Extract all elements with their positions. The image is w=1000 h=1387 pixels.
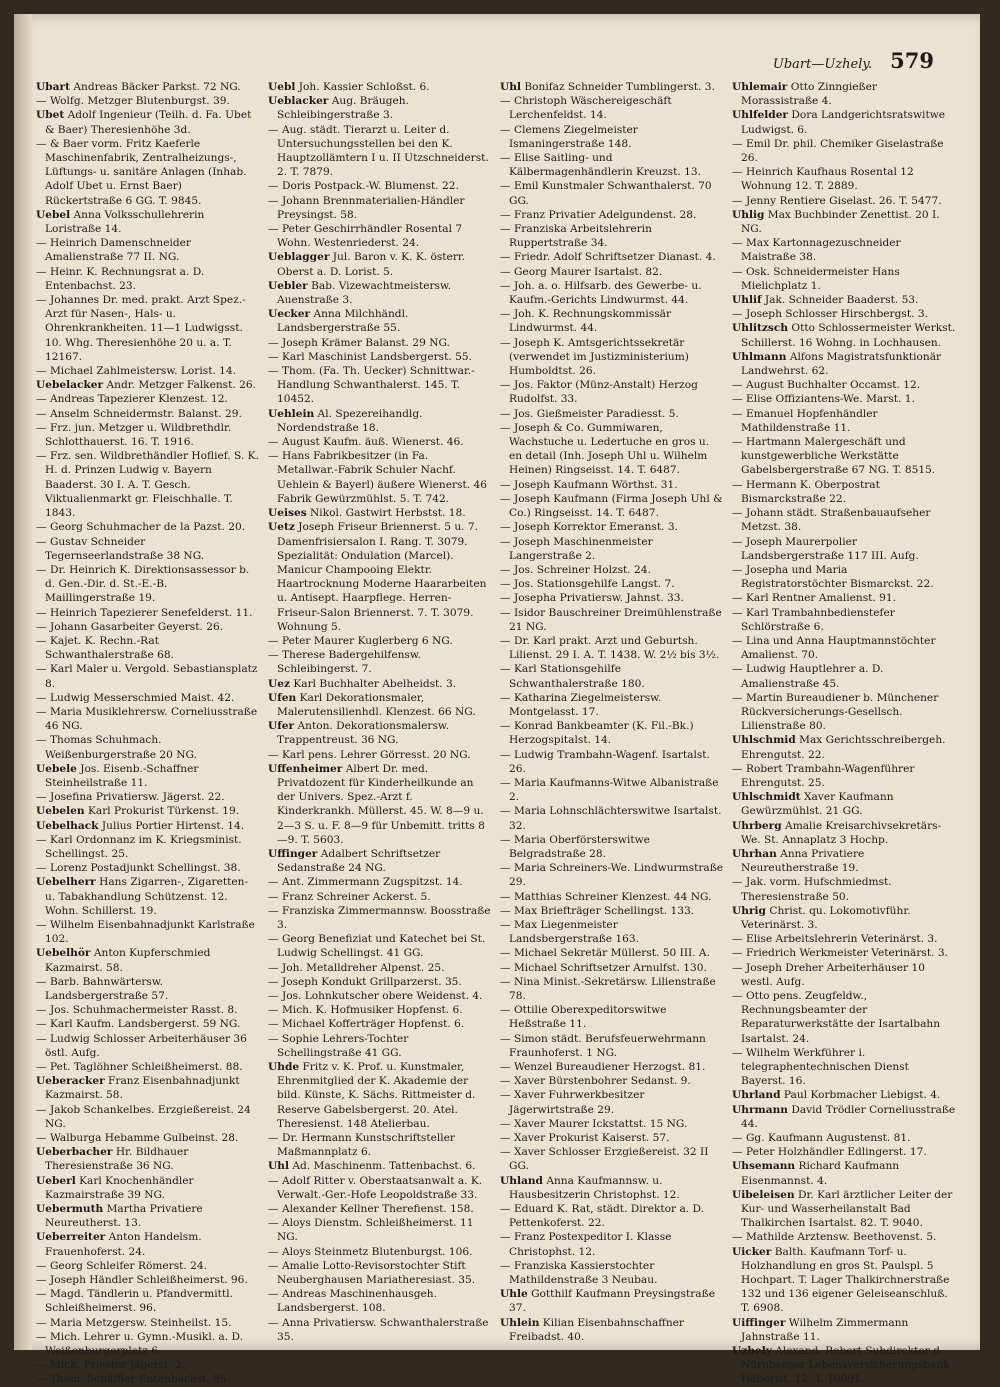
- directory-entry: Ueblacker Aug. Bräugeh. Schleibingerstraße 3.: [268, 95, 409, 122]
- directory-entry: — Peter Holzhändler Edlingerst. 17.: [732, 1146, 927, 1159]
- directory-entry: Ubart Andreas Bäcker Parkst. 72 NG.: [36, 81, 241, 93]
- directory-entry: — Michael Kofferträger Hopfenst. 6.: [268, 1018, 465, 1031]
- directory-entry: Ueises Nikol. Gastwirt Herbstst. 18.: [268, 507, 466, 520]
- directory-entry: — Mich. Lehrer u. Gymn.-Musikl. a. D. Weißenburgerplatz 6.: [36, 1330, 243, 1358]
- directory-entry: — Michael Zahlmeistersw. Lorist. 14.: [36, 365, 237, 378]
- directory-entry: — Simon städt. Berufsfeuerwehrmann Fraunhoferst. 1 NG.: [500, 1032, 706, 1059]
- directory-entry: — Josepha Privatiersw. Jahnst. 33.: [500, 592, 684, 605]
- directory-entry: — Joseph Kaufmann (Firma Joseph Uhl & Co.) Ringseisst. 14. T. 6487.: [500, 492, 723, 520]
- directory-entry: — Aloys Dienstm. Schleißheimerst. 11 NG.: [268, 1217, 474, 1244]
- directory-entry: — Frz. sen. Wildbrethändler Hoflief. S. K. H. d. Prinzen Ludwig v. Bayern Baaderst. 30 I. A. T. Gesch. Viktualienmarkt gr. Fleischhalle. T. 1843.: [36, 450, 259, 520]
- directory-entry: Uhde Fritz v. K. Prof. u. Kunstmaler, Ehrenmitglied der K. Akademie der bild. Künste, K. Sächs. Rittmeister d. Reserve Gabelsbergerst. 20. Atel. Theresienst. 148 Atelierbau.: [268, 1061, 476, 1130]
- directory-entry: — Andreas Maschinenhausgeh. Landsbergerst. 108.: [268, 1288, 437, 1315]
- directory-entry: Ufen Karl Dekorationsmaler, Malerutensilienhdl. Klenzest. 66 NG.: [268, 691, 476, 718]
- directory-entry: — Johann Brennmaterialien-Händler Preysingst. 58.: [268, 194, 465, 221]
- column-3: [500, 80, 724, 1343]
- directory-entry: — Franziska Arbeitslehrerin Ruppertstraße 34.: [500, 223, 652, 250]
- directory-entry: Uiffinger Wilhelm Zimmermann Jahnstraße 11.: [732, 1316, 909, 1343]
- directory-entry: — Sophie Lehrers-Tochter Schellingstraße 41 GG.: [268, 1032, 409, 1059]
- directory-entry: — Thom. Schäffler Entenbachst. 95.: [36, 1373, 230, 1386]
- directory-entry: — Joseph Kondukt Grillparzerst. 35.: [268, 975, 462, 988]
- directory-entry: Uhlif Jak. Schneider Baaderst. 53.: [732, 294, 919, 307]
- directory-entry: — Mich. K. Hofmusiker Hopfenst. 6.: [268, 1004, 463, 1017]
- directory-entry: — Barb. Bahnwärtersw. Landsbergerstraße 57.: [36, 975, 169, 1002]
- directory-entry: — Joh. K. Rechnungskommissär Lindwurmst. 44.: [500, 308, 672, 335]
- directory-entry: — Gustav Schneider Tegernseerlandstraße 38 NG.: [36, 535, 205, 562]
- directory-entry: — Franziska Kassierstochter Mathildenstraße 3 Neubau.: [500, 1259, 658, 1287]
- directory-entry: — Jos. Schuhmachermeister Rasst. 8.: [36, 1004, 238, 1017]
- directory-entry: — Karl Stationsgehilfe Schwanthalerstraße 180.: [500, 663, 645, 690]
- directory-entry: — Joseph Maschinenmeister Langerstraße 2.: [500, 535, 653, 562]
- directory-entry: — Magd. Tändlerin u. Pfandvermittl. Schleißheimerst. 96.: [36, 1288, 233, 1315]
- directory-entry: — Doris Postpack.-W. Blumenst. 22.: [268, 180, 459, 193]
- directory-entry: Ueblagger Jul. Baron v. K. K. österr. Oberst a. D. Lorist. 5.: [268, 251, 466, 278]
- directory-entry: Uhland Anna Kaufmannsw. u. Hausbesitzerin Christophst. 12.: [500, 1174, 680, 1201]
- directory-entry: Uibeleisen Dr. Karl ärztlicher Leiter der Kur- und Wasserheilanstalt Bad Thalkirchen Isartalst. 82. T. 9040.: [732, 1188, 953, 1230]
- directory-entry: — Ludwig Hauptlehrer a. D. Amalienstraße 45.: [732, 663, 884, 690]
- directory-entry: — Joseph Korrektor Emeranst. 3.: [500, 521, 678, 534]
- directory-entry: — Joseph Schlosser Hirschbergst. 3.: [732, 308, 928, 321]
- directory-entry: — Alexander Kellner Therefienst. 158.: [268, 1203, 474, 1216]
- directory-entry: — Jakob Schankelbes. Erzgießereist. 24 NG.: [36, 1103, 251, 1130]
- directory-entry: Uebelhack Julius Portier Hirtenst. 14.: [36, 819, 245, 832]
- directory-entry: — Wilhelm Eisenbahnadjunkt Karlstraße 102.: [36, 918, 255, 946]
- directory-entry: Uhl Bonifaz Schneider Tumblingerst. 3.: [500, 81, 715, 93]
- directory-entry: — Heinrich Tapezierer Senefelderst. 11.: [36, 606, 253, 619]
- directory-entry: — Hermann K. Oberpostrat Bismarckstraße 22.: [732, 478, 880, 505]
- directory-entry: — Ant. Zimmermann Zugspitzst. 14.: [268, 876, 463, 889]
- directory-entry: — Dr. Karl prakt. Arzt und Geburtsh. Lilienst. 29 I. A. T. 1438. W. 2½ bis 3½.: [500, 634, 720, 662]
- directory-entry: Uebelherr Hans Zigarren-, Zigaretten- u. Tabakhandlung Schützenst. 12. Wohn. Schillerst. 19.: [36, 876, 249, 917]
- directory-entry: Uebl Joh. Kassier Schloßst. 6.: [268, 81, 430, 93]
- directory-entry: Uhlschmid Max Gerichtsschreibergeh. Ehrengutst. 22.: [732, 734, 946, 761]
- directory-entry: — August Buchhalter Occamst. 12.: [732, 379, 921, 392]
- directory-entry: — Maria Schreiners-We. Lindwurmstraße 29.: [500, 862, 724, 889]
- directory-entry: — Xaver Prokurist Kaiserst. 57.: [500, 1132, 670, 1145]
- directory-entry: Uhlfelder Dora Landgerichtsratswitwe Ludwigst. 6.: [732, 109, 946, 136]
- directory-entry: Uhrhan Anna Privatiere Neureutherstraße 19.: [732, 847, 865, 875]
- directory-entry: Uhlmann Alfons Magistratsfunktionär Landwehrst. 62.: [732, 350, 942, 378]
- directory-page: [14, 14, 980, 1386]
- directory-entry: — Johann städt. Straßenbauaufseher Metzst. 38.: [732, 507, 931, 534]
- directory-entry: — Elise Saitling- und Kälbermagenhändlerin Kreuzst. 13.: [500, 152, 701, 179]
- directory-entry: — Karl Rentner Amalienst. 91.: [732, 592, 897, 605]
- directory-entry: — Nina Minist.-Sekretärsw. Lilienstraße 78.: [500, 975, 716, 1002]
- directory-entry: — Wolfg. Metzger Blutenburgst. 39.: [36, 95, 230, 108]
- directory-entry: — Katharina Ziegelmeistersw. Montgelasst. 17.: [500, 691, 662, 718]
- directory-entry: Ueberreiter Anton Handelsm. Frauenhoferst. 24.: [36, 1231, 202, 1258]
- directory-entry: — Thom. (Fa. Th. Uecker) Schnittwar.-Handlung Schwanthalerst. 145. T. 10452.: [268, 365, 475, 406]
- directory-entry: — Wenzel Bureaudiener Herzogst. 81.: [500, 1061, 706, 1074]
- directory-entry: — Georg Maurer Isartalst. 82.: [500, 265, 663, 278]
- directory-entry: Uhlemair Otto Zinngießer Morassistraße 4.: [732, 81, 877, 108]
- directory-entry: — Konrad Bankbeamter (K. Fil.-Bk.) Herzogspitalst. 14.: [500, 720, 694, 747]
- directory-entry: Ueberbacher Hr. Bildhauer Theresienstraße 36 NG.: [36, 1146, 189, 1173]
- directory-entry: Uhlitzsch Otto Schlossermeister Werkst. Schillerst. 16 Wohng. in Lochhausen.: [732, 322, 956, 349]
- directory-entry: Uhlschmidt Xaver Kaufmann Gewürzmühlst. 21 GG.: [732, 791, 894, 818]
- directory-entry: Uffinger Adalbert Schriftsetzer Sedanstraße 24 NG.: [268, 847, 441, 875]
- directory-entry: — Karl pens. Lehrer Görresst. 20 NG.: [268, 748, 471, 761]
- directory-entry: — Jos. Gießmeister Paradiesst. 5.: [500, 407, 679, 420]
- directory-entry: — Peter Geschirrhändler Rosental 7 Wohn. Westenriederst. 24.: [268, 223, 463, 250]
- directory-entry: — Joseph Maurerpolier Landsbergerstraße 117 III. Aufg.: [732, 535, 919, 562]
- directory-entry: — Johannes Dr. med. prakt. Arzt Spez.-Arzt für Nasen-, Hals- u. Ohrenkrankheiten. 11—1 Ludwigsst. 10. Whg. Theresienhöhe 20 u. a. T. 12167.: [36, 294, 246, 363]
- directory-entry: — Pet. Taglöhner Schleißheimerst. 88.: [36, 1061, 243, 1074]
- directory-entry: — Aug. städt. Tierarzt u. Leiter d. Untersuchungsstellen bei den K. Hauptzollämtern I u. II Utzschneiderst. 2. T. 7879.: [268, 123, 489, 179]
- directory-entry: — Jos. Stationsgehilfe Langst. 7.: [500, 578, 675, 591]
- directory-entry: — Jos. Lohnkutscher obere Weidenst. 4.: [268, 990, 483, 1002]
- directory-entry: — Andreas Tapezierer Klenzest. 12.: [36, 393, 228, 406]
- directory-entry: — Otto pens. Zeugfeldw., Rechnungsbeamter der Reparaturwerkstätte der Isartalbahn Isartalst. 24.: [732, 990, 941, 1045]
- column-1: [36, 80, 260, 1386]
- directory-entry: Uicker Balth. Kaufmann Torf- u. Holzhandlung en gros St. Paulspl. 5 Hochpart. T. Lager Thalkirchnerstraße 132 und 136 eigener Geleiseanschluß. T. 6908.: [732, 1245, 950, 1315]
- directory-entry: — Maria Musiklehrersw. Corneliusstraße 46 NG.: [36, 705, 258, 733]
- directory-entry: Uebele Jos. Eisenb.-Schaffner Steinheilstraße 11.: [36, 762, 199, 789]
- directory-entry: — Ludwig Messerschmied Maist. 42.: [36, 691, 235, 704]
- directory-entry: — Therese Badergehilfensw. Schleibingerst. 7.: [268, 649, 422, 676]
- directory-entry: — Georg Schuhmacher de la Pazst. 20.: [36, 521, 246, 534]
- directory-entry: — Walburga Hebamme Gulbeinst. 28.: [36, 1132, 239, 1145]
- directory-entry: — Aloys Steinmetz Blutenburgst. 106.: [268, 1245, 473, 1258]
- directory-entry: — Kajet. K. Rechn.-Rat Schwanthalerstraße 68.: [36, 634, 174, 662]
- directory-entry: — Isidor Bauschreiner Dreimühlenstraße 21 NG.: [500, 606, 722, 633]
- directory-entry: — Josepha und Maria Registratorstöchter Bismarckst. 22.: [732, 563, 934, 591]
- directory-entry: Uhrland Paul Korbmacher Liebigst. 4.: [732, 1089, 941, 1102]
- directory-entry: — Dr. Hermann Kunstschriftsteller Maßmannplatz 6.: [268, 1132, 455, 1159]
- directory-entry: — Ludwig Schlosser Arbeiterhäuser 36 östl. Aufg.: [36, 1032, 247, 1059]
- directory-entry: — Gg. Kaufmann Augustenst. 81.: [732, 1132, 911, 1145]
- directory-entry: — Joh. Metalldreher Alpenst. 25.: [268, 961, 445, 974]
- directory-entry: Ueberl Karl Knochenhändler Kazmairstraße 39 NG.: [36, 1174, 194, 1201]
- directory-entry: Uzhely Alexand. Robert Subdirektor d. Nürnberger Lebensversicherungsbank Häberlst. 12. T. 10091.: [732, 1345, 950, 1386]
- directory-entry: — Georg Schleifer Römerst. 24.: [36, 1259, 207, 1272]
- directory-entry: — Karl Trambahnbedienstefer Schlörstraße 6.: [732, 606, 895, 633]
- directory-entry: — Eduard K. Rat, städt. Direktor a. D. Pettenkoferst. 22.: [500, 1203, 705, 1230]
- directory-entry: — Hans Fabrikbesitzer (in Fa. Metallwar.-Fabrik Schuler Nachf. Uehlein & Bayerl) äußere Wienerst. 46 Fabrik Gewürzmühlst. 5. T. 742.: [268, 450, 487, 505]
- directory-entry: — Frz. jun. Metzger u. Wildbrethdlr. Schlotthauerst. 16. T. 1916.: [36, 421, 232, 449]
- directory-entry: — Friedr. Adolf Schriftsetzer Dianast. 4.: [500, 251, 716, 264]
- directory-entry: — Max Liegenmeister Landsbergerstraße 163.: [500, 918, 639, 946]
- directory-entry: — Franz Privatier Adelgundenst. 28.: [500, 208, 697, 221]
- directory-entry: — Karl Ordonnanz im K. Kriegsminist. Schellingst. 25.: [36, 833, 242, 860]
- directory-entry: — Karl Kaufm. Landsbergerst. 59 NG.: [36, 1018, 241, 1031]
- directory-entry: — Michael Sekretär Müllerst. 50 III. A.: [500, 947, 710, 960]
- directory-entry: — Karl Maler u. Vergold. Sebastiansplatz 8.: [36, 663, 258, 690]
- directory-entry: — Christoph Wäschereigeschäft Lerchenfeldst. 14.: [500, 95, 672, 122]
- directory-entry: — Joseph Krämer Balanst. 29 NG.: [268, 336, 450, 349]
- directory-entry: — Jos. Faktor (Münz-Anstalt) Herzog Rudolfst. 33.: [500, 379, 698, 406]
- directory-entry: Uhsemann Richard Kaufmann Eisenmannst. 4.: [732, 1160, 900, 1187]
- directory-entry: Uhlig Max Buchbinder Zenettist. 20 I. NG.: [732, 208, 940, 236]
- directory-entry: — Georg Benefiziat und Katechet bei St. Ludwig Schellingst. 41 GG.: [268, 933, 486, 960]
- directory-entry: — Anna Privatiersw. Schwanthalerstraße 35.: [268, 1316, 489, 1343]
- directory-entry: — Lorenz Postadjunkt Schellingst. 38.: [36, 862, 241, 875]
- directory-entry: — Mich. Priester Jägerst. 2.: [36, 1359, 186, 1372]
- directory-entry: — Joseph Kaufmann Wörthst. 31.: [500, 478, 678, 491]
- directory-entry: — Heinrich Kaufhaus Rosental 12 Wohnung 12. T. 2889.: [732, 166, 914, 193]
- directory-entry: — Osk. Schneidermeister Hans Mielichplatz 1.: [732, 265, 900, 292]
- directory-entry: — Matthias Schreiner Klenzest. 44 NG.: [500, 890, 712, 903]
- directory-entry: — Emil Dr. phil. Chemiker Giselastraße 26.: [732, 137, 944, 165]
- directory-entry: Uez Karl Buchhalter Abelheidst. 3.: [268, 677, 457, 690]
- directory-entry: Uehlein Al. Spezereihandlg. Nordendstraße 18.: [268, 407, 423, 434]
- column-2: [268, 80, 492, 1343]
- directory-entry: — Martin Bureaudiener b. Münchener Rückversicherungs-Gesellsch. Lilienstraße 80.: [732, 691, 939, 733]
- page-number: 579: [890, 48, 934, 73]
- directory-entry: — Thomas Schuhmach. Weißenburgerstraße 20 NG.: [36, 734, 197, 761]
- directory-entry: Uhl Ad. Maschinenm. Tattenbachst. 6.: [268, 1160, 476, 1173]
- directory-entry: — Franz Schreiner Ackerst. 5.: [268, 890, 431, 903]
- directory-entry: Uffenheimer Albert Dr. med. Privatdozent für Kinderheilkunde an der Univers. Spez.-Arzt f. Kinderkrankh. Müllerst. 45. W. 8—9 u. 2—3 S. u. F. 8—9 für Unbemitt. tritts 8—9. T. 5603.: [268, 762, 485, 846]
- directory-entry: — Xaver Bürstenbohrer Sedanst. 9.: [500, 1075, 691, 1088]
- column-4: [732, 80, 956, 1386]
- directory-entry: — Maria Oberförsterswitwe Belgradstraße 28.: [500, 833, 650, 860]
- directory-entry: — Dr. Heinrich K. Direktionsassessor b. d. Gen.-Dir. d. St.-E.-B. Maillingerstraße 19.: [36, 563, 250, 605]
- directory-entry: — Peter Maurer Kuglerberg 6 NG.: [268, 634, 453, 647]
- directory-entry: Uetz Joseph Friseur Briennerst. 5 u. 7. Damenfrisiersalon I. Rang. T. 3079. Spezialität: Ondulation (Marcel). Manicur Champooing Elektr. Haartrocknung Moderne Haararbeiten u. Antisept. Haarpflege. Herren-Friseur-Salon Briennerst. 7. T. 3079. Wohnung 5.: [268, 521, 487, 633]
- directory-entry: — Elise Arbeitslehrerin Veterinärst. 3.: [732, 933, 938, 946]
- directory-entry: — Clemens Ziegelmeister Ismaningerstraße 148.: [500, 123, 638, 150]
- directory-entry: — Heinr. K. Rechnungsrat a. D. Entenbachst. 23.: [36, 265, 205, 292]
- directory-entry: — Amalie Lotto-Revisorstochter Stift Neuberghausen Mariatheresiast. 35.: [268, 1259, 476, 1287]
- directory-entry: — Anselm Schneidermstr. Balanst. 29.: [36, 407, 242, 420]
- directory-entry: Ubet Adolf Ingenieur (Teilh. d. Fa. Ubet & Baer) Theresienhöhe 3d.: [36, 109, 252, 136]
- directory-entry: — Jenny Rentiere Giselast. 26. T. 5477.: [732, 194, 942, 207]
- directory-entry: — Robert Trambahn-Wagenführer Ehrengutst. 25.: [732, 762, 915, 789]
- columns: [36, 80, 956, 1386]
- directory-entry: — Joh. a. o. Hilfsarb. des Gewerbe- u. Kaufm.-Gerichts Lindwurmst. 44.: [500, 279, 702, 307]
- directory-entry: — Joseph Dreher Arbeiterhäuser 10 westl. Aufg.: [732, 961, 925, 988]
- directory-entry: — Max Briefträger Schellingst. 133.: [500, 904, 695, 917]
- directory-entry: — Josefina Privatiersw. Jägerst. 22.: [36, 791, 225, 804]
- directory-entry: — Hartmann Malergeschäft und kunstgewerbliche Werkstätte Gabelsbergerstraße 67 NG. T. 8515.: [732, 436, 936, 477]
- directory-entry: — August Kaufm. äuß. Wienerst. 46.: [268, 436, 464, 449]
- directory-entry: Uebelen Karl Prokurist Türkenst. 19.: [36, 805, 240, 818]
- directory-entry: — & Baer vorm. Fritz Kaeferle Maschinenfabrik, Zentralheizungs-, Lüftungs- u. sanitäre Anlagen (Inhab. Adolf Ubet u. Ernst Baer) Rückertstraße 6 GG. T. 9845.: [36, 137, 247, 207]
- directory-entry: — Franziska Zimmermannsw. Boosstraße 3.: [268, 904, 491, 931]
- page-header: [714, 48, 934, 73]
- directory-entry: Uebelacker Andr. Metzger Falkenst. 26.: [36, 379, 256, 392]
- directory-entry: Uhrmann David Trödler Corneliusstraße 44.: [732, 1103, 956, 1130]
- directory-entry: — Elise Offiziantens-We. Marst. 1.: [732, 393, 915, 406]
- directory-entry: Uecker Anna Milchhändl. Landsbergerstraße 55.: [268, 308, 409, 335]
- directory-entry: — Franz Postexpeditor I. Klasse Christophst. 12.: [500, 1231, 672, 1258]
- directory-entry: — Karl Maschinist Landsbergerst. 55.: [268, 350, 472, 363]
- book-spine: [14, 14, 32, 1350]
- directory-entry: — Joseph Händler Schleißheimerst. 96.: [36, 1274, 248, 1287]
- directory-entry: — Maria Lohnschlächterswitwe Isartalst. 32.: [500, 805, 722, 832]
- directory-entry: — Lina und Anna Hauptmannstöchter Amalienst. 70.: [732, 634, 936, 662]
- directory-entry: — Ottilie Oberexpeditorswitwe Heßstraße 11.: [500, 1004, 667, 1031]
- directory-entry: — Wilhelm Werkführer i. telegraphentechnischen Dienst Bayerst. 16.: [732, 1046, 909, 1088]
- directory-entry: Uebelhör Anton Kupferschmied Kazmairst. 58.: [36, 947, 211, 974]
- directory-entry: — Heinrich Damenschneider Amalienstraße 77 II. NG.: [36, 237, 191, 264]
- directory-entry: — Mathilde Arztensw. Beethovenst. 5.: [732, 1231, 937, 1244]
- directory-entry: — Jos. Schreiner Holzst. 24.: [500, 563, 651, 576]
- directory-entry: Uebel Anna Volksschullehrerin Loristraße 14.: [36, 208, 205, 236]
- directory-entry: — Xaver Fuhrwerkbesitzer Jägerwirtstraße 29.: [500, 1089, 645, 1116]
- directory-entry: — Friedrich Werkmeister Veterinärst. 3.: [732, 947, 948, 960]
- directory-entry: — Jak. vorm. Hufschmiedmst. Theresienstraße 50.: [732, 876, 892, 903]
- directory-entry: — Maria Kaufmanns-Witwe Albanistraße 2.: [500, 776, 719, 804]
- directory-entry: — Xaver Schlosser Erzgießereist. 32 II GG.: [500, 1146, 709, 1173]
- directory-entry: — Joseph K. Amtsgerichtssekretär (verwendet im Justizministerium) Humboldtst. 26.: [500, 336, 689, 378]
- directory-entry: — Joseph & Co. Gummiwaren, Wachstuche u. Ledertuche en gros u. en detail (Inh. Joseph Uhl u. Wilhelm Heinen) Ringseisst. 14. T. 6487.: [500, 421, 710, 477]
- directory-entry: Uebler Bab. Vizewachtmeistersw. Auenstraße 3.: [268, 279, 452, 307]
- directory-entry: — Johann Gasarbeiter Geyerst. 26.: [36, 620, 224, 633]
- directory-entry: Ufer Anton. Dekorationsmalersw. Trappentreust. 36 NG.: [268, 720, 450, 747]
- directory-entry: Uebermuth Martha Privatiere Neureutherst. 13.: [36, 1203, 203, 1230]
- directory-entry: — Ludwig Trambahn-Wagenf. Isartalst. 26.: [500, 748, 710, 775]
- directory-entry: — Emil Kunstmaler Schwanthalerst. 70 GG.: [500, 180, 712, 207]
- directory-entry: — Adolf Ritter v. Oberstaatsanwalt a. K. Verwalt.-Ger.-Hofe Leopoldstraße 33.: [268, 1174, 483, 1201]
- directory-entry: Uhrberg Amalie Kreisarchivsekretärs-We. St. Annaplatz 3 Hochp.: [732, 819, 942, 846]
- directory-entry: Ueberacker Franz Eisenbahnadjunkt Kazmairst. 58.: [36, 1075, 240, 1102]
- directory-entry: — Xaver Maurer Ickstattst. 15 NG.: [500, 1117, 688, 1130]
- directory-entry: — Emanuel Hopfenhändler Mathildenstraße 11.: [732, 407, 878, 434]
- directory-entry: Uhrig Christ. qu. Lokomotivführ. Veterinärst. 3.: [732, 904, 911, 931]
- running-head: Ubart—Uzhely.: [772, 57, 873, 72]
- directory-entry: — Michael Schriftsetzer Arnulfst. 130.: [500, 961, 707, 974]
- directory-entry: — Max Kartonnagezuschneider Maistraße 38.: [732, 237, 901, 264]
- directory-entry: — Maria Metzgersw. Steinheilst. 15.: [36, 1316, 232, 1329]
- directory-entry: Uhlein Kilian Eisenbahnschaffner Freibadst. 40.: [500, 1316, 684, 1343]
- directory-entry: Uhle Gotthilf Kaufmann Preysingstraße 37.: [500, 1288, 715, 1315]
